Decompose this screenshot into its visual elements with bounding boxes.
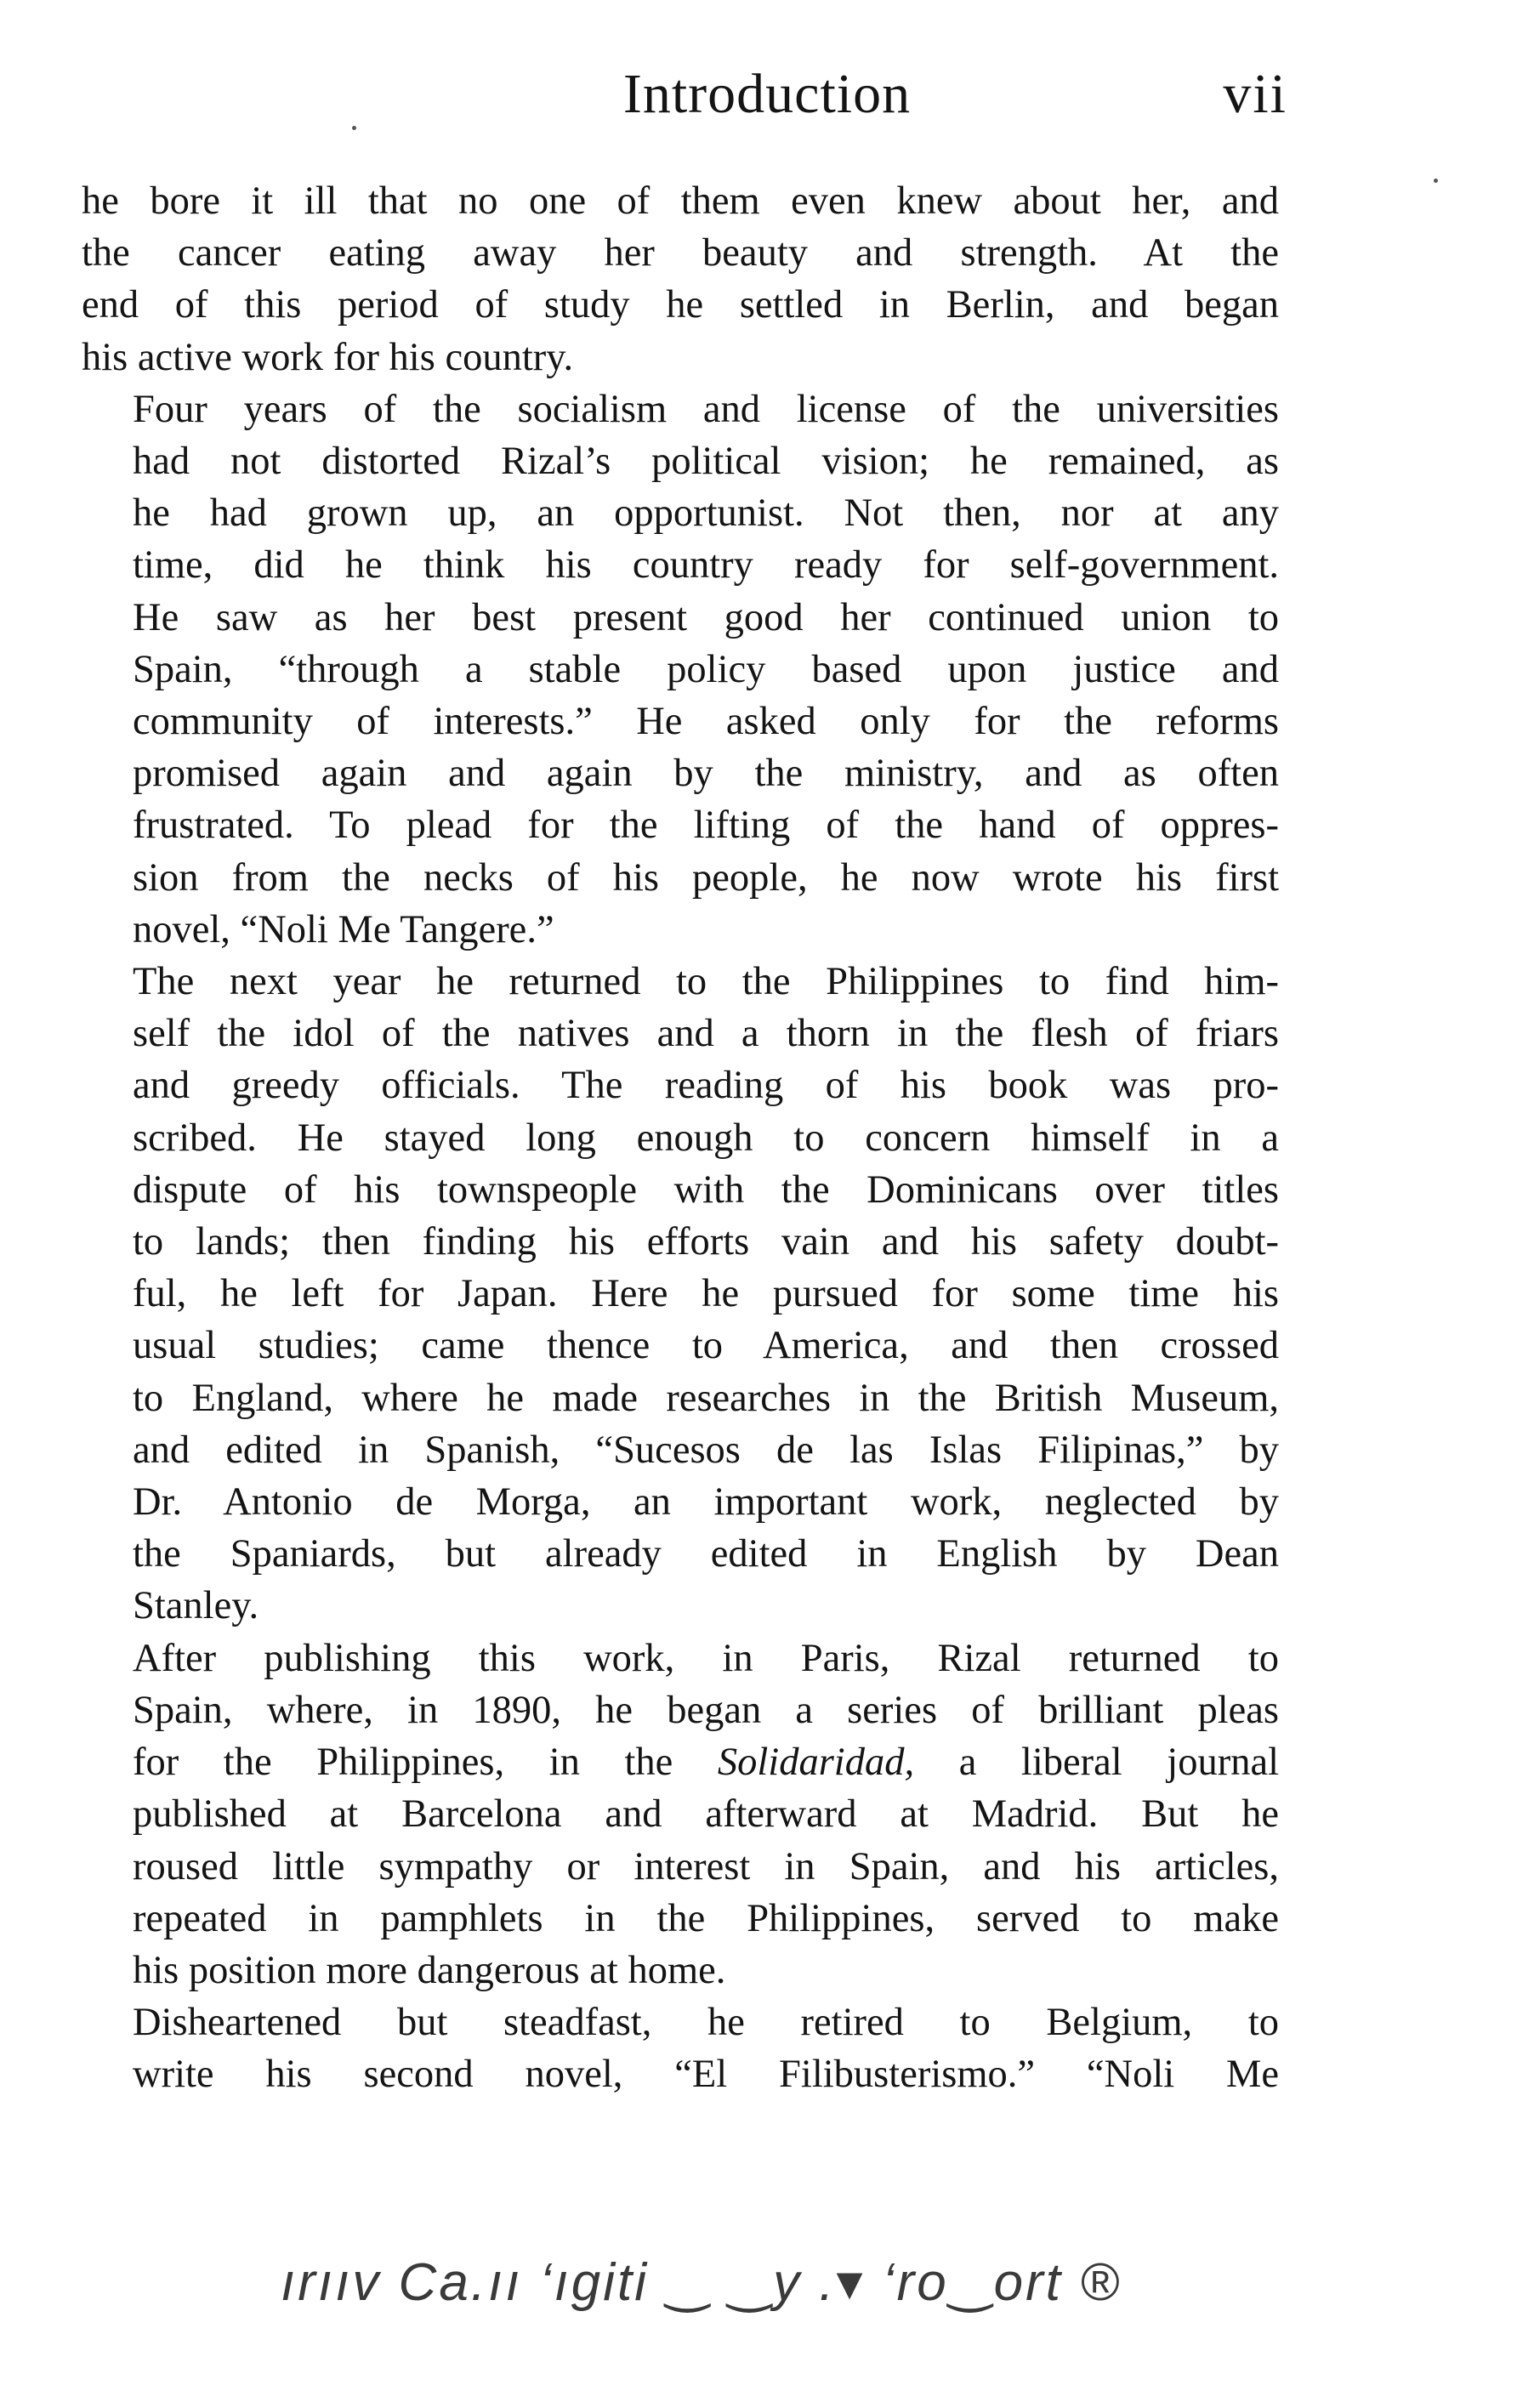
text-line: he had grown up, an opportunist. Not then, nor at any bbox=[133, 491, 1279, 536]
text-line: The next year he returned to the Philippines to find him- bbox=[133, 960, 1279, 1004]
text-line: scribed. He stayed long enough to concern himself in a bbox=[133, 1116, 1279, 1160]
text-line: repeated in pamphlets in the Philippines, served to make bbox=[133, 1896, 1279, 1940]
text-line: promised again and again by the ministry, and as often bbox=[133, 752, 1279, 796]
text-line: and greedy officials. The reading of his book was pro- bbox=[133, 1064, 1279, 1108]
text-line: novel, “Noli Me Tangere.” bbox=[133, 907, 554, 951]
text-run: for the Philippines, in the bbox=[133, 1741, 718, 1785]
paragraph bbox=[82, 956, 1279, 1633]
running-header bbox=[0, 56, 1534, 133]
page-number: vii bbox=[1223, 63, 1287, 125]
print-speck bbox=[352, 126, 356, 130]
text-line: dispute of his townspeople with the Dominicans over titles bbox=[133, 1167, 1279, 1212]
text-line: his active work for his country. bbox=[82, 335, 574, 379]
text-line: ful, he left for Japan. Here he pursued for some time his bbox=[133, 1272, 1279, 1316]
text-line: roused little sympathy or interest in Spain, and his articles, bbox=[133, 1844, 1279, 1888]
text-line: usual studies; came thence to America, and then crossed bbox=[133, 1324, 1279, 1368]
body-text bbox=[82, 175, 1279, 2101]
text-line: sion from the necks of his people, he now wrote his first bbox=[133, 855, 1279, 900]
paragraph bbox=[82, 383, 1279, 956]
text-line: Spain, “through a stable policy based upon justice and bbox=[133, 647, 1279, 691]
text-run: a liberal journal bbox=[914, 1741, 1280, 1785]
paragraph bbox=[82, 1996, 1279, 2100]
print-speck bbox=[1434, 179, 1438, 183]
text-line: published at Barcelona and afterward at Madrid. But he bbox=[133, 1792, 1279, 1837]
text-line: He saw as her best present good her continued union to bbox=[133, 595, 1279, 639]
journal-title: Solidaridad, bbox=[717, 1741, 915, 1785]
text-line: his position more dangerous at home. bbox=[133, 1948, 726, 1992]
text-line: Spain, where, in 1890, he began a series of brilliant pleas bbox=[133, 1688, 1279, 1732]
text-line: to England, where he made researches in the British Museum, bbox=[133, 1376, 1279, 1420]
text-line: and edited in Spanish, “Sucesos de las Islas Filipinas,” by bbox=[133, 1428, 1279, 1472]
chapter-title: Introduction bbox=[622, 63, 912, 125]
text-line: After publishing this work, in Paris, Rizal returned to bbox=[133, 1636, 1279, 1680]
digitization-watermark: ırııv Ca.ıı ‘ıgiti ‿ ‿y .▾ ‘ro‿ort ® bbox=[281, 2253, 1122, 2312]
text-line: Disheartened but steadfast, he retired to Belgium, to bbox=[133, 2001, 1279, 2045]
text-line: had not distorted Rizal’s political vision; he remained, as bbox=[133, 440, 1279, 484]
text-line bbox=[82, 1736, 1279, 1788]
text-line: end of this period of study he settled in Berlin, and began bbox=[82, 283, 1279, 327]
text-line: Four years of the socialism and license of the universities bbox=[133, 387, 1279, 431]
text-line: Dr. Antonio de Morga, an important work, neglected by bbox=[133, 1480, 1279, 1525]
text-line: community of interests.” He asked only for the reforms bbox=[133, 700, 1279, 744]
text-line: he bore it ill that no one of them even knew about her, and bbox=[82, 179, 1279, 223]
text-line: to lands; then finding his efforts vain and his safety doubt- bbox=[133, 1220, 1279, 1264]
text-line: write his second novel, “El Filibusterismo.” “Noli Me bbox=[133, 2053, 1279, 2097]
text-line: frustrated. To plead for the lifting of the hand of oppres- bbox=[133, 804, 1279, 848]
text-line: time, did he think his country ready for self-government. bbox=[133, 543, 1279, 588]
text-line: self the idol of the natives and a thorn in the flesh of friars bbox=[133, 1012, 1279, 1056]
paragraph bbox=[82, 175, 1279, 383]
text-line: the Spaniards, but already edited in English by Dean bbox=[133, 1532, 1279, 1576]
text-line: the cancer eating away her beauty and strength. At the bbox=[82, 231, 1279, 275]
paragraph bbox=[82, 1633, 1279, 1996]
text-line: Stanley. bbox=[133, 1584, 259, 1628]
